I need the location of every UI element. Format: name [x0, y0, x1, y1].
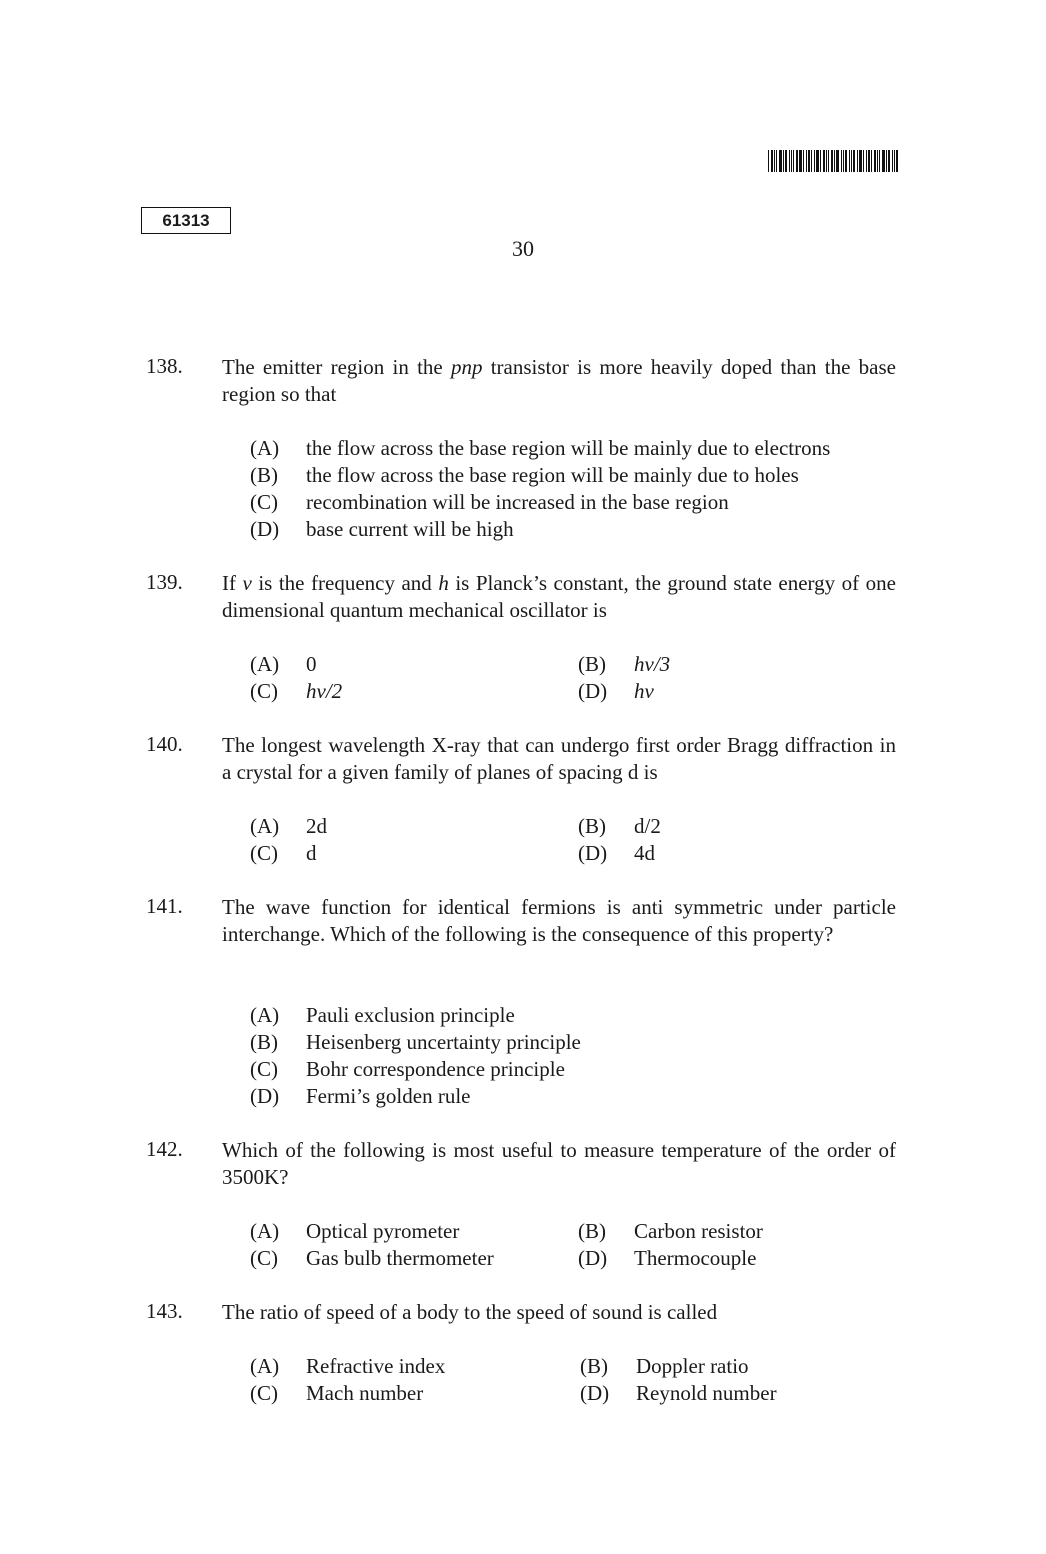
paper-code-box [141, 207, 231, 234]
option-d: (D) 4d [578, 841, 655, 865]
question-number: 141. [146, 894, 183, 918]
question-text: If v is the frequency and h is Planck’s constant, the ground state energy of one dimensional quantum mechanical oscillator is [222, 571, 896, 622]
option-c: (C) Gas bulb thermometer [250, 1246, 494, 1270]
question-number: 142. [146, 1137, 183, 1161]
option-a: (A) 0 [250, 652, 317, 676]
option-b: (B) d/2 [578, 814, 661, 838]
option-d: (D) base current will be high [250, 517, 514, 541]
question-text: The wave function for identical fermions is anti symmetric under particle interchange. Which of the following is the consequence of this property? [222, 895, 896, 946]
question-number: 138. [146, 354, 183, 378]
option-a: (A) 2d [250, 814, 327, 838]
option-c: (C) Mach number [250, 1381, 424, 1405]
question-number: 143. [146, 1299, 183, 1323]
question-text: The emitter region in the pnp transistor is more heavily doped than the base region so that [222, 355, 896, 406]
question-text: The ratio of speed of a body to the speed of sound is called [222, 1300, 718, 1324]
option-c: (C) Bohr correspondence principle [250, 1057, 565, 1081]
option-c: (C) d [250, 841, 317, 865]
question-number: 140. [146, 732, 183, 756]
option-d: (D) Reynold number [580, 1381, 777, 1405]
page-number: 30 [512, 236, 534, 261]
option-b: (B) Heisenberg uncertainty principle [250, 1030, 581, 1054]
barcode [768, 150, 908, 172]
option-a: (A) the flow across the base region will be mainly due to electrons [250, 436, 831, 460]
option-d: (D) hv [578, 679, 654, 703]
paper-code: 61313 [162, 210, 210, 230]
option-a: (A) Refractive index [250, 1354, 446, 1378]
option-a: (A) Pauli exclusion principle [250, 1003, 515, 1027]
option-b: (B) the flow across the base region will be mainly due to holes [250, 463, 799, 487]
option-a: (A) Optical pyrometer [250, 1219, 460, 1243]
option-b: (B) Doppler ratio [580, 1354, 749, 1378]
option-d: (D) Fermi’s golden rule [250, 1084, 471, 1108]
option-c: (C) hv/2 [250, 679, 343, 703]
question-number: 139. [146, 570, 183, 594]
option-c: (C) recombination will be increased in the base region [250, 490, 729, 514]
question-text: The longest wavelength X-ray that can undergo first order Bragg diffraction in a crystal for a given family of planes of spacing d is [222, 733, 896, 784]
option-b: (B) hv/3 [578, 652, 671, 676]
question-text: Which of the following is most useful to measure temperature of the order of 3500K? [222, 1138, 896, 1189]
option-b: (B) Carbon resistor [578, 1219, 763, 1243]
option-d: (D) Thermocouple [578, 1246, 757, 1270]
